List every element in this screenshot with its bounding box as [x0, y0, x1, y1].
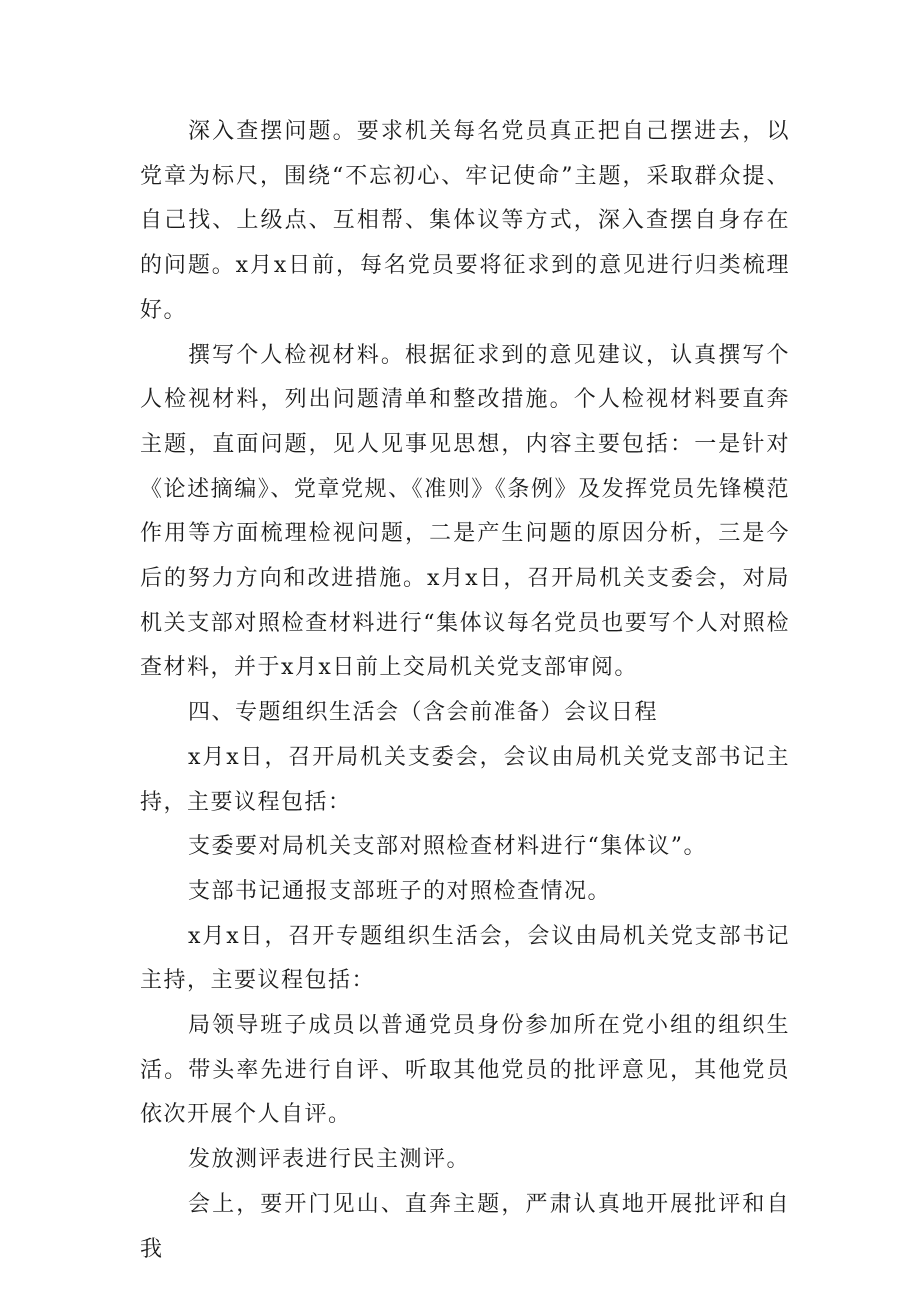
- paragraph-committee-meeting: x月x日，召开局机关支委会，会议由局机关党支部书记主持，主要议程包括：: [140, 744, 790, 815]
- paragraph-personal-review-material: 撰写个人检视材料。根据征求到的意见建议，认真撰写个人检视材料，列出问题清单和整改措施。个人检视材料要直奔主题，直面问题，见人见事见思想，内容主要包括：一是针对《论述摘编》、党章党规、《准则》《条例》及发挥党员先锋模范作用等方面梳理检视问题，二是产生问题的原因分析，三是今后的努力方向和改进措施。x月x日，召开局机关支委会，对局机关支部对照检查材料进行“集体议每名党员也要写个人对照检查材料，并于x月x日前上交局机关党支部审阅。: [140, 342, 790, 681]
- paragraph-check-problems: 深入查摆问题。要求机关每名党员真正把自己摆进去，以党章为标尺，围绕“不忘初心、牢记使命”主题，采取群众提、自己找、上级点、互相帮、集体议等方式，深入查摆自身存在的问题。x月x日前，每名党员要将征求到的意见进行归类梳理好。: [140, 119, 790, 323]
- paragraph-meeting-criticism: 会上，要开门见山、直奔主题，严肃认真地开展批评和自我: [140, 1191, 790, 1262]
- document-body: [140, 110, 790, 1272]
- paragraph-democratic-evaluation: 发放测评表进行民主测评。: [188, 1147, 471, 1173]
- section-heading-meeting-schedule: 四、专题组织生活会（含会前准备）会议日程: [188, 700, 659, 726]
- paragraph-leadership-participation: 局领导班子成员以普通党员身份参加所在党小组的组织生活。带头率先进行自评、听取其他党员的批评意见，其他党员依次开展个人自评。: [140, 1013, 790, 1128]
- paragraph-special-meeting: x月x日，召开专题组织生活会，会议由局机关党支部书记主持，主要议程包括：: [140, 923, 790, 994]
- paragraph-collective-discussion: 支委要对局机关支部对照检查材料进行“集体议”。: [188, 834, 707, 860]
- paragraph-secretary-report: 支部书记通报支部班子的对照检查情况。: [188, 878, 612, 904]
